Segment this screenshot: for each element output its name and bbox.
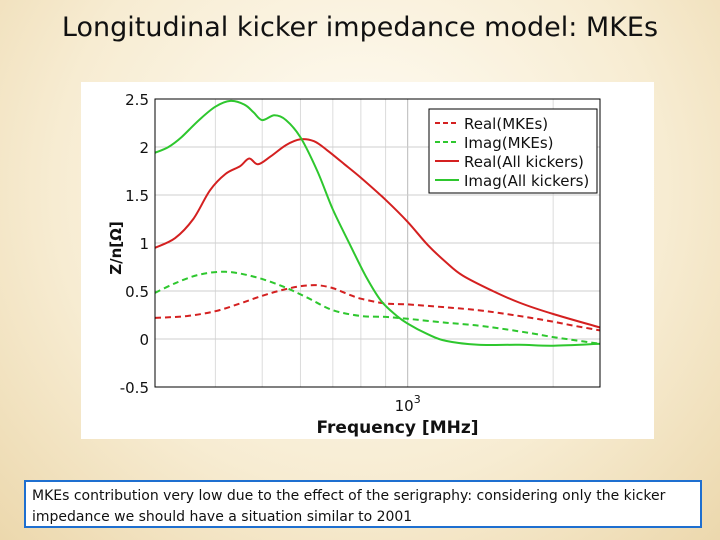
y-tick-label: 2.5 [125, 91, 149, 109]
impedance-chart [81, 82, 654, 439]
chart-panel [81, 82, 654, 439]
caption-box: MKEs contribution very low due to the effect of the serigraphy: considering only the kicker impedance we should have a situation similar to 2001 [24, 480, 702, 528]
y-tick-label: 0.5 [125, 283, 149, 301]
legend-label-real-all-kickers: Real(All kickers) [464, 153, 584, 171]
y-tick-label: 2 [139, 139, 149, 157]
y-tick-label: -0.5 [119, 379, 149, 397]
y-tick-label: 1.5 [125, 187, 149, 205]
legend-label-real-mkes: Real(MKEs) [464, 115, 549, 133]
legend-label-imag-mkes: Imag(MKEs) [464, 134, 554, 152]
legend-layer [429, 109, 597, 193]
slide-title: Longitudinal kicker impedance model: MKEs [61, 12, 659, 43]
legend-label-imag-all-kickers: Imag(All kickers) [464, 172, 590, 190]
y-tick-label: 0 [139, 331, 149, 349]
y-tick-label: 1 [139, 235, 149, 253]
x-tick-label: $10^3$ [394, 393, 421, 415]
x-axis-label: Frequency [MHz] [316, 418, 479, 438]
y-axis-label: Z/n[Ω] [107, 221, 125, 275]
tick-layer [120, 91, 421, 415]
